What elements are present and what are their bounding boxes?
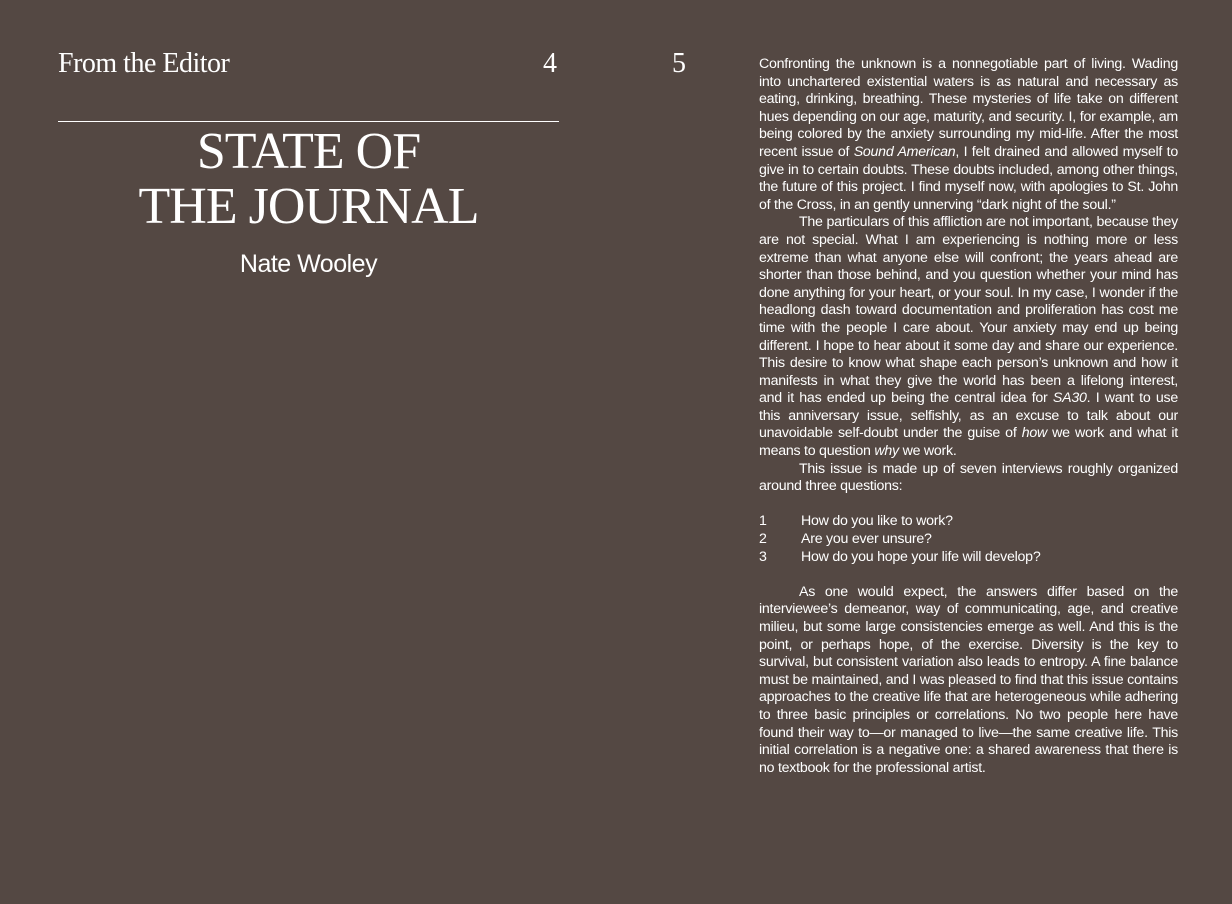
question-text: How do you like to work? bbox=[801, 513, 953, 530]
paragraph-1-italic: Sound American bbox=[853, 143, 956, 160]
question-text: Are you ever unsure? bbox=[801, 531, 932, 548]
question-list bbox=[759, 513, 1178, 566]
article-body bbox=[759, 56, 1178, 777]
question-item bbox=[759, 531, 1178, 549]
question-item bbox=[759, 513, 1178, 531]
section-label: From the Editor bbox=[58, 48, 230, 79]
question-number: 3 bbox=[759, 548, 767, 565]
page-number-right: 5 bbox=[672, 48, 686, 79]
paragraph-1 bbox=[759, 56, 1178, 214]
paragraph-2-text-d: we work. bbox=[898, 443, 957, 460]
question-text: How do you hope your life will develop? bbox=[801, 548, 1041, 565]
paragraph-2 bbox=[759, 214, 1178, 460]
paragraph-4: As one would expect, the answers differ based on the interviewee’s demeanor, way of communicating, age, and creative milieu, but some large consistencies emerge as well. And this is the point, or perhaps hope, of the exercise. Diversity is the key to survival, but consistent variation also leads to entropy. A fine balance must be maintained, and I was pleased to find that this issue contains approaches to the creative life that are heterogeneous while adhering to three basic principles or correlations. No two people here have found their way to—or managed to live—the same creative life. This initial correlation is a negative one: a shared awareness that there is no textbook for the professional artist. bbox=[759, 583, 1178, 776]
title-line-1: STATE OF bbox=[196, 123, 421, 180]
paragraph-2-text-b: . I want to use this anniversary issue, selfishly, as an excuse to talk about our unavoidable self-doubt under the guise of bbox=[759, 390, 1178, 442]
title-line-2: THE JOURNAL bbox=[138, 178, 479, 235]
paragraph-2-italic-1: SA30 bbox=[1052, 390, 1087, 407]
question-item bbox=[759, 549, 1178, 567]
page-number-left: 4 bbox=[543, 48, 557, 79]
question-number: 2 bbox=[759, 531, 767, 548]
title-divider bbox=[58, 121, 559, 122]
paragraph-1-text-a: Confronting the unknown is a nonnegotiable part of living. Wading into unchartered existential waters is as natural and necessary as eating, drinking, breathing. These mysteries of life take on different hues depending on our age, maturity, and security. I, for example, am being colored by the anxiety surrounding my mid-life. After the most recent issue of bbox=[759, 56, 1178, 160]
paragraph-2-italic-2: how bbox=[1021, 425, 1047, 442]
paragraph-2-text-c: we work and what it means to question bbox=[759, 425, 1178, 460]
article-title bbox=[58, 124, 559, 234]
paragraph-2-italic-3: why bbox=[874, 443, 899, 460]
paragraph-2-text-a: The particulars of this affliction are not important, because they are not special. What I am experiencing is nothing more or less extreme than what anyone else will confront; the years ahead are shorter than those behind, and you question whether your mind has done anything for your heart, or your soul. In my case, I wonder if the headlong dash toward documentation and proliferation has cost me time with the people I care about. Your anxiety may end up being different. I hope to hear about it some day and share our experience. This desire to know what shape each person’s unknown and how it manifests in what they give the world has been a lifelong interest, and it has ended up being the central idea for bbox=[759, 214, 1178, 407]
question-number: 1 bbox=[759, 513, 767, 530]
paragraph-3: This issue is made up of seven interviews roughly organized around three questions: bbox=[759, 460, 1178, 495]
author-name: Nate Wooley bbox=[239, 250, 378, 278]
paragraph-1-text-b: , I felt drained and allowed myself to give in to certain doubts. These doubts included, among other things, the future of this project. I find myself now, with apologies to St. John of the Cross, in an gently unnerving “dark night of the soul.” bbox=[759, 143, 1178, 213]
